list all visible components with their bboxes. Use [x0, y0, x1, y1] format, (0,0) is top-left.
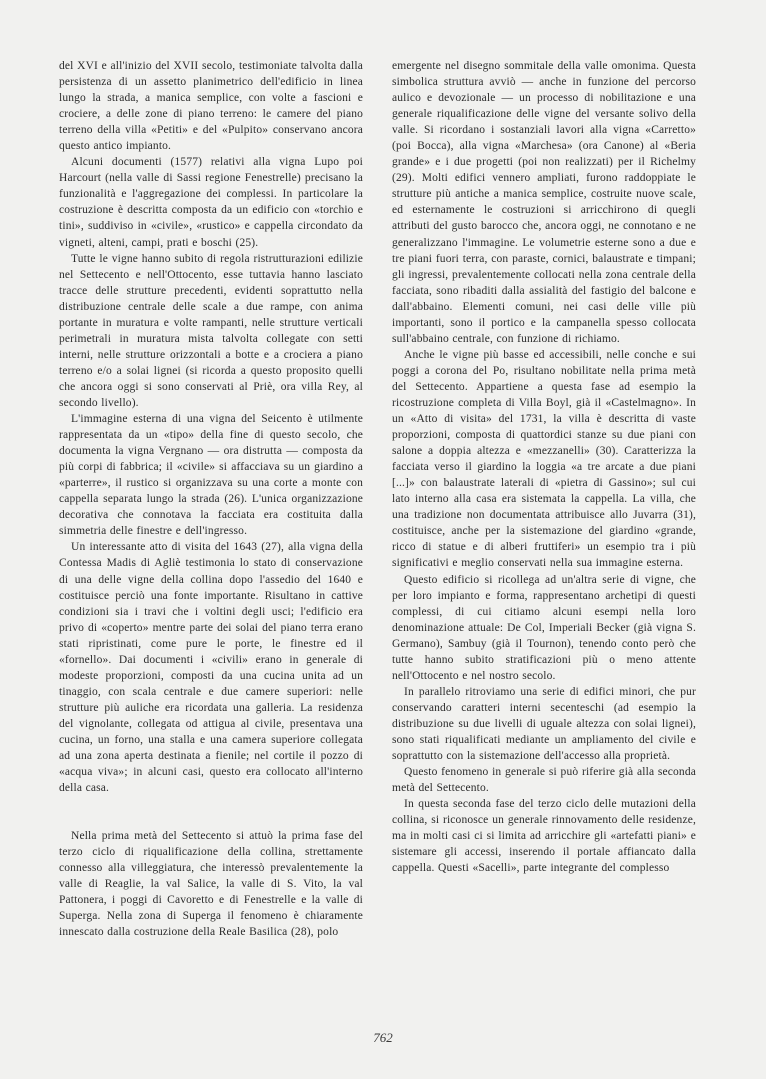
left-text-column — [59, 58, 363, 940]
paragraph: In parallelo ritroviamo una serie di edifici minori, che pur conservando caratteri interni secenteschi (ad esempio la distribuzione su due livelli di uguale altezza con solai lignei), sono stati riqualificati mediante un ampliamento del civile e soprattutto con la sistemazione dell'accesso alla proprietà. — [392, 685, 696, 763]
right-text-column — [392, 58, 696, 876]
paragraph: Un interessante atto di visita del 1643 (27), alla vigna della Contessa Madis di Agliè testimonia lo stato di conservazione di una delle vigne della collina dopo l'assedio del 1640 e costituisce perciò una fonte importante. Risultano in cattive condizioni sia i travi che i voltini degli usci; l'edificio era privo di «coperto» mentre parte dei solai del piano terra erano stati ripristinati, come pure le porte, le finestre ed il «fornello». Dai documenti i «civili» erano in generale di modeste proporzioni, composti da una cucina unita ad un tinaggio, con scala centrale e due camere superiori: nelle strutture più auliche era ricordata una galleria. La residenza del vignolante, collegata od attigua al civile, presentava una cucina, un forno, una stalla e una camera superiore collegata ad una zona aperta destinata a fienile; nel cortile il pozzo di «acqua viva»; in alcuni casi, questo era collocato all'interno della casa. — [59, 541, 363, 795]
paragraph: Alcuni documenti (1577) relativi alla vigna Lupo poi Harcourt (nella valle di Sassi regione Fenestrelle) precisano la funzionalità e l'aggregazione dei complessi. In particolare la costruzione è descritta composta da un edificio con «torchio e tini», suddiviso in «civile», «rustico» e cappella circondato da vigneti, alteni, campi, prati e boschi (25). — [59, 156, 363, 249]
paragraph: Anche le vigne più basse ed accessibili, nelle conche e sui poggi a corona del Po, risultano nobilitate nella prima metà del Settecento. Appartiene a questa fase ad esempio la ricostruzione completa di Villa Boyl, già il «Castelmagno». In un «Atto di visita» del 1731, la villa è descritta di vaste proporzioni, composta di quattordici stanze su due piani con salone a doppia altezza e «mezzanelli» (30). Caratterizza la facciata verso il giardino la loggia «a tre arcate a due piani [...]» con balaustrate laterali di «pietra di Gassino»; sul cui lato interno alla casa era sistemata la cappella. La villa, che una tradizione non documentata attribuisce allo Juvarra (31), costituisce, anche per la sistemazione del giardino «grande, ricco di statue e di alberi fruttiferi» un esempio tra i più significativi e meglio conservati nella sua immagine esterna. — [392, 348, 696, 570]
paragraph: Questo edificio si ricollega ad un'altra serie di vigne, che per loro impianto e forma, rappresentano archetipi di questi complessi, di cui citiamo alcuni esempi nella loro denominazione attuale: De Col, Imperiali Becker (già vigna S. Germano), Sambuy (già il Tournon), tenendo conto però che tutte hanno subito stratificazioni più o meno attente nell'Ottocento e nel nostro secolo. — [392, 573, 696, 682]
paragraph: L'immagine esterna di una vigna del Seicento è utilmente rappresentata da un «tipo» della fine di questo secolo, che documenta la vigna Vergnano — ora distrutta — composta da più corpi di fabbrica; il «civile» si affacciava su un giardino a «parterre», il rustico si organizzava su una corte a monte con cappella separata lungo la strada (26). L'unica organizzazione decorativa che connotava la facciata era costituita dalla simmetria delle finestre e dell'ingresso. — [59, 413, 363, 538]
page-number: 762 — [373, 1030, 393, 1045]
paragraph: Questo fenomeno in generale si può riferire già alla seconda metà del Settecento. — [392, 766, 696, 795]
paragraph: In questa seconda fase del terzo ciclo delle mutazioni della collina, si riconosce un generale rinnovamento delle residenze, ma in molti casi ci si limita ad arricchire gli «artefatti piani» e sistemare gli accessi, inserendo il portale affiancato dalla cappella. Questi «Sacelli», parte integrante del complesso — [392, 798, 696, 875]
paragraph: Tutte le vigne hanno subito di regola ristrutturazioni edilizie nel Settecento e nell'Ottocento, esse tuttavia hanno lasciato tracce delle strutture precedenti, evidenti soprattutto nella distribuzione centrale delle scale a due rampe, con anima portante in muratura e volte rampanti, nelle strutture verticali perimetrali in muratura mista talvolta collegate con setti interni, nelle strutture orizzontali a botte e a crociera a piano terreno e/o a solai lignei (si ricorda a questo proposito quelli che ancora oggi si sono conservati al Priè, ora villa Rey, al secondo livello). — [59, 252, 363, 409]
paragraph: emergente nel disegno sommitale della valle omonima. Questa simbolica struttura avviò — anche in funzione del percorso aulico e devozionale — un processo di nobilitazione e una generale riqualificazione delle vigne del versante solivo della valle. Si ricordano i sostanziali lavori alla vigna «Carretto» (poi Bocca), alla vigna «Marchesa» (ora Canone) al «Beria grande» e i due progetti (poi non realizzati) per il Richelmy (29). Molti edifici vennero ampliati, furono raddoppiate le strutture più antiche a manica semplice, costruite nuove scale, ed esternamente le costruzioni si arricchirono di quegli attributi del gusto barocco che, ancora oggi, ne connotano e ne generalizzano l'immagine. Le volumetrie esterne sono a due e tre piani fuori terra, con paraste, cornici, balaustrate e timpani; gli ingressi, prevalentemente collocati nella zona centrale della facciata, sono ribaditi dalla assialità del fastigio del balcone e dall'abbaino. Elementi comuni, nei casi delle ville più importanti, sono il portico e la campanella spesso collocata sull'abbaino centrale, con funzione di richiamo. — [392, 60, 696, 345]
paragraph: del XVI e all'inizio del XVII secolo, testimoniate talvolta dalla persistenza di un assetto planimetrico dell'edificio in linea lungo la strada, a manica semplice, con volte a fascioni e crociere, a delle zone di piano terreno: le camere del piano terreno della villa «Petiti» e del «Pulpito» conservano ancora questo antico impianto. — [59, 60, 363, 153]
paragraph: Nella prima metà del Settecento si attuò la prima fase del terzo ciclo di riqualificazione della collina, strettamente connesso alla villeggiatura, che interessò prevalentemente la valle di Reaglie, la val Salice, la valle di S. Vito, la val Pattonera, i poggi di Cavoretto e di Fenestrelle e la valle di Superga. Nella zona di Superga il fenomeno è chiaramente innescato dalla costruzione della Reale Basilica (28), polo — [59, 830, 363, 939]
